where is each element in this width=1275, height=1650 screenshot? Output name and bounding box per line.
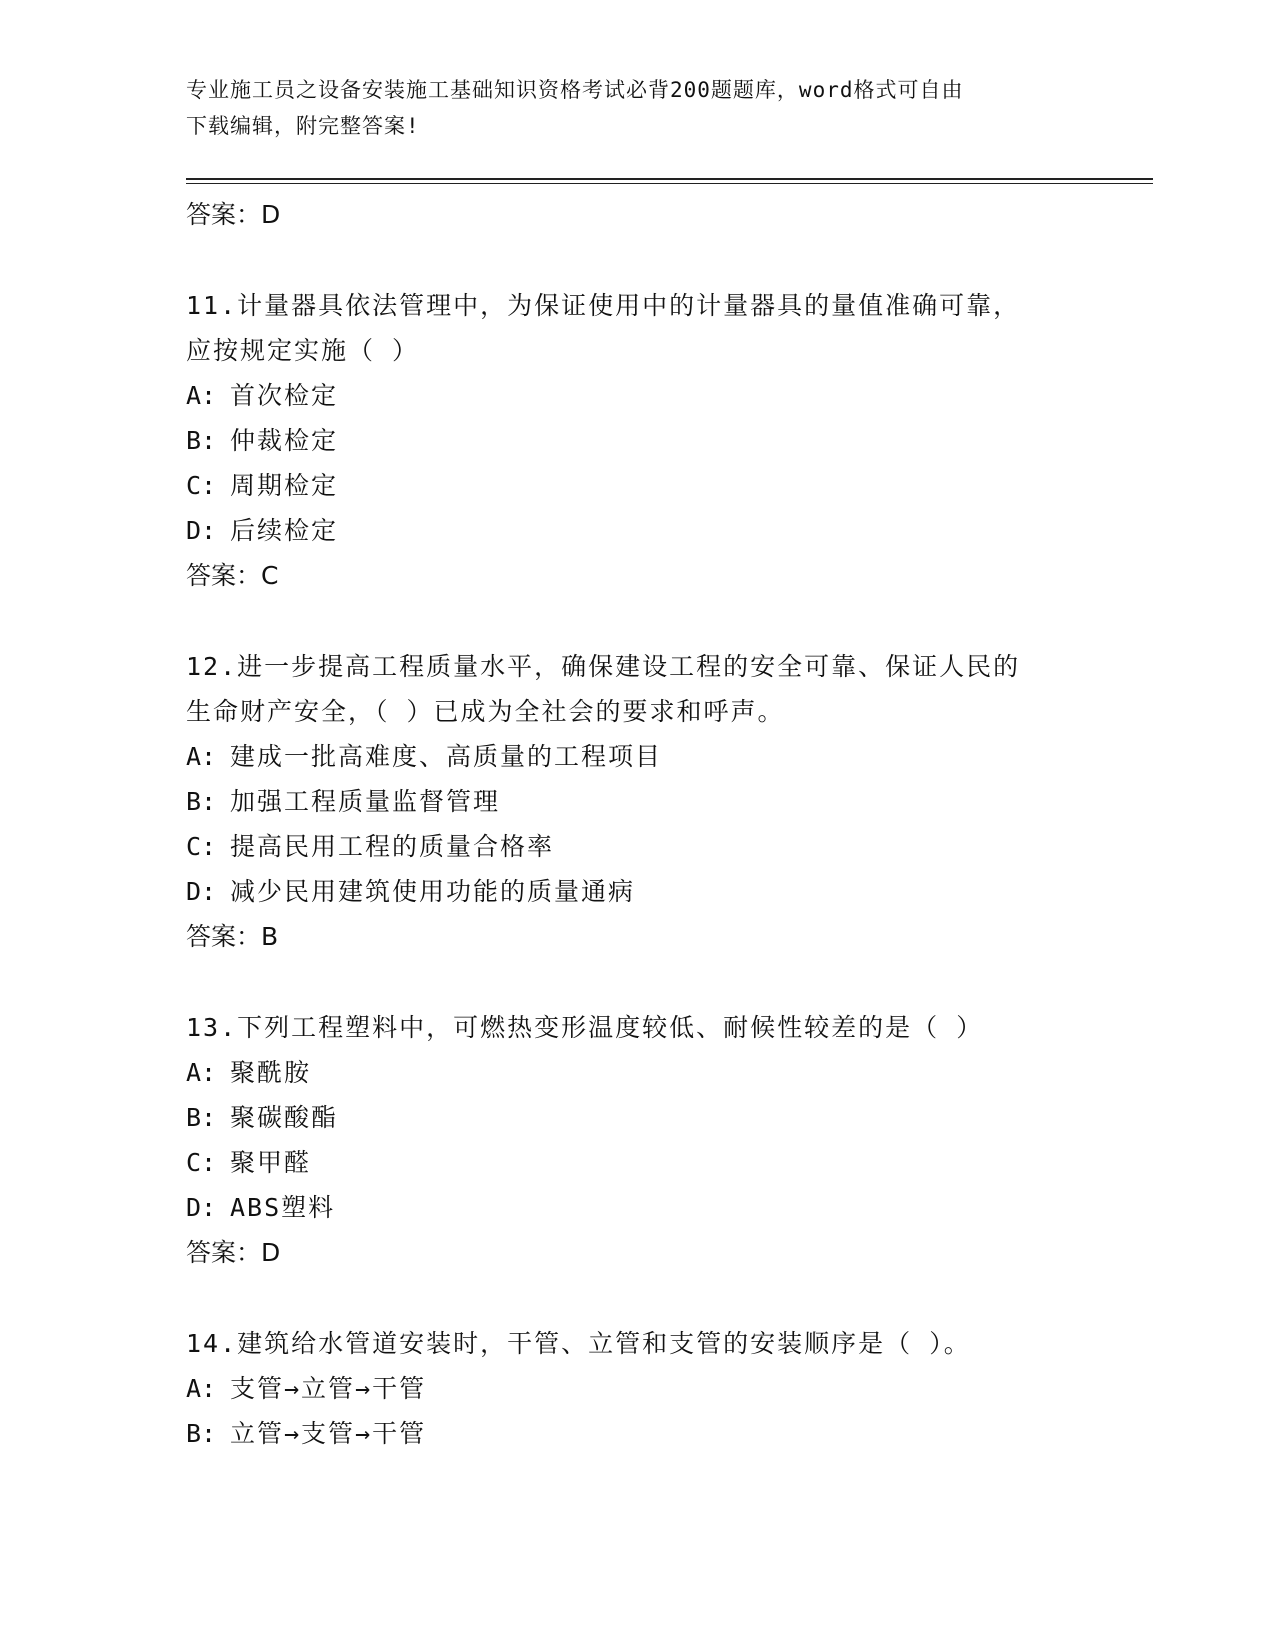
option-c: [186, 463, 1086, 508]
option-text: 聚酰胺: [230, 1058, 312, 1087]
header-line-1: 专业施工员之设备安装施工基础知识资格考试必背200题题库，word格式可自由: [186, 78, 964, 102]
option-label: A:: [186, 1374, 217, 1403]
answer-previous: 答案：D: [186, 200, 281, 229]
question-stem: 14.建筑给水管道安装时，干管、立管和支管的安装顺序是（ ）。: [186, 1329, 971, 1358]
option-label: A:: [186, 381, 217, 410]
option-d: [186, 869, 1086, 914]
question-11: [186, 283, 1086, 373]
option-a: [186, 373, 1086, 418]
question-stem: 11.计量器具依法管理中，为保证使用中的计量器具的量值准确可靠，: [186, 291, 1021, 320]
option-label: B:: [186, 1419, 217, 1448]
option-label: D:: [186, 1193, 217, 1222]
option-a: [186, 734, 1086, 779]
option-b: [186, 779, 1086, 824]
question-stem: 12.进一步提高工程质量水平，确保建设工程的安全可靠、保证人民的: [186, 652, 1021, 681]
option-text: 建成一批高难度、高质量的工程项目: [230, 742, 663, 771]
question-13: [186, 1005, 1086, 1050]
answer-11: 答案：C: [186, 561, 279, 590]
option-a: [186, 1050, 1086, 1095]
option-label: C:: [186, 471, 217, 500]
answer-13: 答案：D: [186, 1238, 281, 1267]
option-text: 减少民用建筑使用功能的质量通病: [230, 877, 636, 906]
question-stem: 生命财产安全，（ ）已成为全社会的要求和呼声。: [186, 697, 785, 726]
option-text: 首次检定: [230, 381, 339, 410]
header-line-2: 下载编辑，附完整答案!: [186, 114, 420, 138]
option-label: C:: [186, 1148, 217, 1177]
option-label: B:: [186, 1103, 217, 1132]
option-label: C:: [186, 832, 217, 861]
option-text: ABS塑料: [230, 1193, 336, 1222]
option-text: 仲裁检定: [230, 426, 339, 455]
option-text: 提高民用工程的质量合格率: [230, 832, 555, 861]
option-text: 支管→立管→干管: [230, 1374, 427, 1403]
option-label: B:: [186, 426, 217, 455]
option-c: [186, 1140, 1086, 1185]
option-b: [186, 1411, 1086, 1456]
question-stem: 应按规定实施（ ）: [186, 336, 420, 365]
option-b: [186, 418, 1086, 463]
option-d: [186, 1185, 1086, 1230]
question-stem: 13.下列工程塑料中，可燃热变形温度较低、耐候性较差的是（ ）: [186, 1013, 984, 1042]
document-header: [186, 72, 1066, 144]
option-text: 聚碳酸酯: [230, 1103, 339, 1132]
header-divider-thin: [186, 183, 1153, 184]
option-d: [186, 508, 1086, 553]
option-label: B:: [186, 787, 217, 816]
option-c: [186, 824, 1086, 869]
option-text: 立管→支管→干管: [230, 1419, 427, 1448]
option-label: A:: [186, 742, 217, 771]
answer-12: 答案：B: [186, 922, 279, 951]
option-b: [186, 1095, 1086, 1140]
option-text: 后续检定: [230, 516, 339, 545]
header-divider-thick: [186, 178, 1153, 180]
option-label: D:: [186, 516, 217, 545]
option-text: 周期检定: [230, 471, 339, 500]
option-label: A:: [186, 1058, 217, 1087]
question-12: [186, 644, 1086, 734]
option-a: [186, 1366, 1086, 1411]
option-text: 加强工程质量监督管理: [230, 787, 501, 816]
option-text: 聚甲醛: [230, 1148, 312, 1177]
question-list: [186, 192, 1086, 1456]
option-label: D:: [186, 877, 217, 906]
question-14: [186, 1321, 1086, 1366]
